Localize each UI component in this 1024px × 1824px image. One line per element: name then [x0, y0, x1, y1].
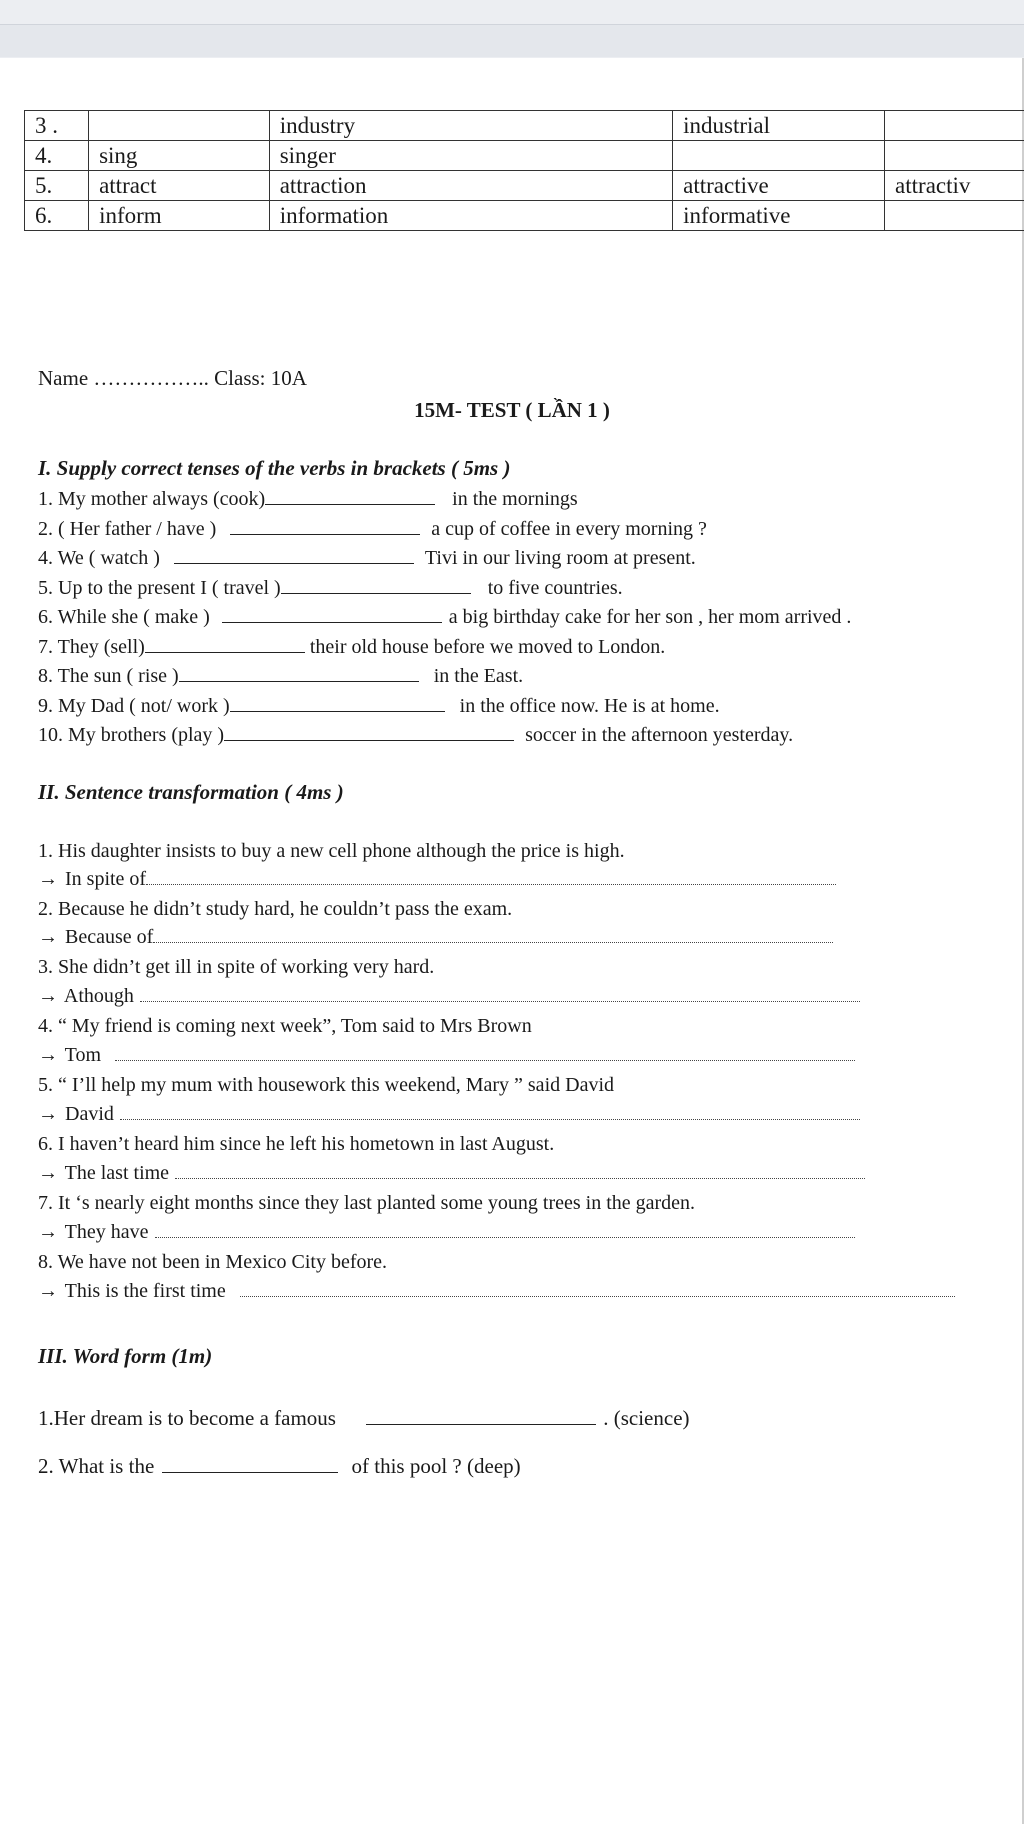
table-cell	[673, 141, 885, 171]
list-item	[38, 575, 623, 600]
list-item	[38, 693, 720, 718]
table-cell: sing	[89, 141, 270, 171]
list-item	[38, 486, 578, 511]
item-prompt: 1.Her dream is to become a famous	[38, 1406, 336, 1430]
word-form-table	[24, 110, 1024, 231]
answer-lead: This is the first time	[64, 1280, 226, 1302]
section-3-heading: III. Word form (1m)	[38, 1344, 213, 1368]
list-item: 3. She didn’t get ill in spite of working very hard.	[38, 956, 435, 978]
item-prompt: 7. They (sell)	[38, 636, 145, 658]
page-title: 15M- TEST ( LẦN 1 )	[414, 398, 610, 422]
table-row	[25, 171, 1024, 201]
answer-lead: Tom	[64, 1044, 102, 1066]
name-class-row	[38, 366, 307, 391]
list-item: 2. Because he didn’t study hard, he couldn’t pass the exam.	[38, 898, 513, 920]
answer-lead: Because of	[65, 926, 154, 948]
section-2-heading: II. Sentence transformation ( 4ms )	[38, 780, 344, 804]
item-prompt: 2. ( Her father / have )	[38, 518, 217, 540]
list-item	[38, 545, 696, 570]
item-tail: of this pool ? (deep)	[351, 1454, 521, 1478]
answer-row	[38, 1103, 860, 1126]
answer-lead: The last time	[64, 1162, 170, 1184]
answer-blank[interactable]	[115, 1044, 855, 1061]
answer-lead: Athough	[63, 985, 134, 1007]
answer-row	[38, 926, 833, 949]
item-prompt: 6. While she ( make )	[38, 606, 210, 628]
item-tail: in the mornings	[452, 488, 578, 510]
class-label: Class:	[214, 366, 266, 390]
answer-row	[38, 985, 860, 1008]
answer-blank[interactable]	[145, 634, 305, 653]
list-item	[38, 722, 793, 747]
table-cell: 5.	[25, 171, 89, 201]
answer-blank[interactable]	[120, 1103, 860, 1120]
answer-blank[interactable]	[155, 1221, 855, 1238]
table-cell: attractiv	[885, 171, 1024, 201]
item-prompt: 2. What is the	[38, 1454, 155, 1478]
answer-row	[38, 1162, 865, 1185]
list-item: 4. “ My friend is coming next week”, Tom said to Mrs Brown	[38, 1015, 532, 1037]
item-tail: Tivi in our living room at present.	[424, 547, 696, 569]
answer-blank[interactable]	[175, 1162, 865, 1179]
item-prompt: 4. We ( watch )	[38, 547, 160, 569]
arrow-icon: →	[38, 1044, 58, 1066]
table-cell	[885, 111, 1024, 141]
list-item	[38, 663, 523, 688]
table-cell: industrial	[673, 111, 885, 141]
class-value: 10A	[270, 366, 307, 390]
table-cell: 6.	[25, 201, 89, 231]
table-cell: attract	[89, 171, 270, 201]
answer-lead: They have	[64, 1221, 149, 1243]
item-tail: in the office now. He is at home.	[459, 695, 720, 717]
list-item	[38, 634, 665, 659]
item-prompt: 9. My Dad ( not/ work )	[38, 695, 230, 717]
item-tail: their old house before we moved to London.	[309, 636, 666, 658]
table-row	[25, 141, 1024, 171]
name-dots: ……………..	[93, 366, 209, 390]
arrow-icon: →	[38, 985, 58, 1007]
item-tail: a cup of coffee in every morning ?	[431, 518, 707, 540]
answer-lead: David	[65, 1103, 114, 1125]
answer-lead: In spite of	[65, 868, 147, 890]
answer-blank[interactable]	[146, 868, 836, 885]
item-tail: a big birthday cake for her son , her mom arrived .	[448, 606, 852, 628]
arrow-icon: →	[38, 1103, 58, 1125]
answer-blank[interactable]	[174, 545, 414, 564]
table-row	[25, 201, 1024, 231]
table-cell: singer	[269, 141, 672, 171]
arrow-icon: →	[38, 1162, 58, 1184]
list-item	[38, 604, 851, 629]
list-item	[38, 1406, 690, 1431]
answer-blank[interactable]	[366, 1406, 596, 1425]
viewer-toolbar-strip	[0, 24, 1024, 57]
table-cell: information	[269, 201, 672, 231]
table-cell: informative	[673, 201, 885, 231]
answer-blank[interactable]	[140, 985, 860, 1002]
list-item: 1. His daughter insists to buy a new cell phone although the price is high.	[38, 840, 625, 862]
item-prompt: 10. My brothers (play )	[38, 724, 225, 746]
answer-blank[interactable]	[153, 926, 833, 943]
list-item: 7. It ‘s nearly eight months since they last planted some young trees in the garden.	[38, 1192, 696, 1214]
arrow-icon: →	[38, 1280, 58, 1302]
section-1-heading: I. Supply correct tenses of the verbs in brackets ( 5ms )	[38, 456, 511, 480]
answer-blank[interactable]	[281, 575, 471, 594]
table-cell: attraction	[269, 171, 672, 201]
item-tail: . (science)	[603, 1406, 690, 1430]
answer-row	[38, 1044, 855, 1067]
arrow-icon: →	[38, 926, 58, 948]
answer-blank[interactable]	[230, 516, 420, 535]
answer-blank[interactable]	[222, 604, 442, 623]
list-item: 6. I haven’t heard him since he left his hometown in last August.	[38, 1133, 555, 1155]
answer-blank[interactable]	[240, 1280, 955, 1297]
list-item: 5. “ I’ll help my mum with housework this weekend, Mary ” said David	[38, 1074, 614, 1096]
answer-blank[interactable]	[265, 486, 435, 505]
arrow-icon: →	[38, 868, 58, 890]
item-prompt: 8. The sun ( rise )	[38, 665, 179, 687]
answer-row	[38, 1221, 855, 1244]
table-cell: attractive	[673, 171, 885, 201]
answer-row	[38, 1280, 955, 1303]
name-label: Name	[38, 366, 89, 390]
answer-blank[interactable]	[224, 722, 514, 741]
table-cell	[89, 111, 270, 141]
item-prompt: 1. My mother always (cook)	[38, 488, 266, 510]
list-item	[38, 1454, 521, 1479]
item-tail: in the East.	[433, 665, 524, 687]
answer-blank[interactable]	[179, 663, 419, 682]
item-prompt: 5. Up to the present I ( travel )	[38, 577, 281, 599]
table-cell	[885, 201, 1024, 231]
table-cell: industry	[269, 111, 672, 141]
item-tail: soccer in the afternoon yesterday.	[525, 724, 794, 746]
table-cell	[885, 141, 1024, 171]
viewer-top-bar	[0, 0, 1024, 59]
table-cell: 3 .	[25, 111, 89, 141]
arrow-icon: →	[38, 1221, 58, 1243]
list-item: 8. We have not been in Mexico City before.	[38, 1251, 388, 1273]
item-tail: to five countries.	[487, 577, 623, 599]
table-cell: inform	[89, 201, 270, 231]
answer-row	[38, 868, 836, 891]
answer-blank[interactable]	[162, 1454, 338, 1473]
list-item	[38, 516, 707, 541]
table-cell: 4.	[25, 141, 89, 171]
answer-blank[interactable]	[230, 693, 445, 712]
table-row	[25, 111, 1024, 141]
